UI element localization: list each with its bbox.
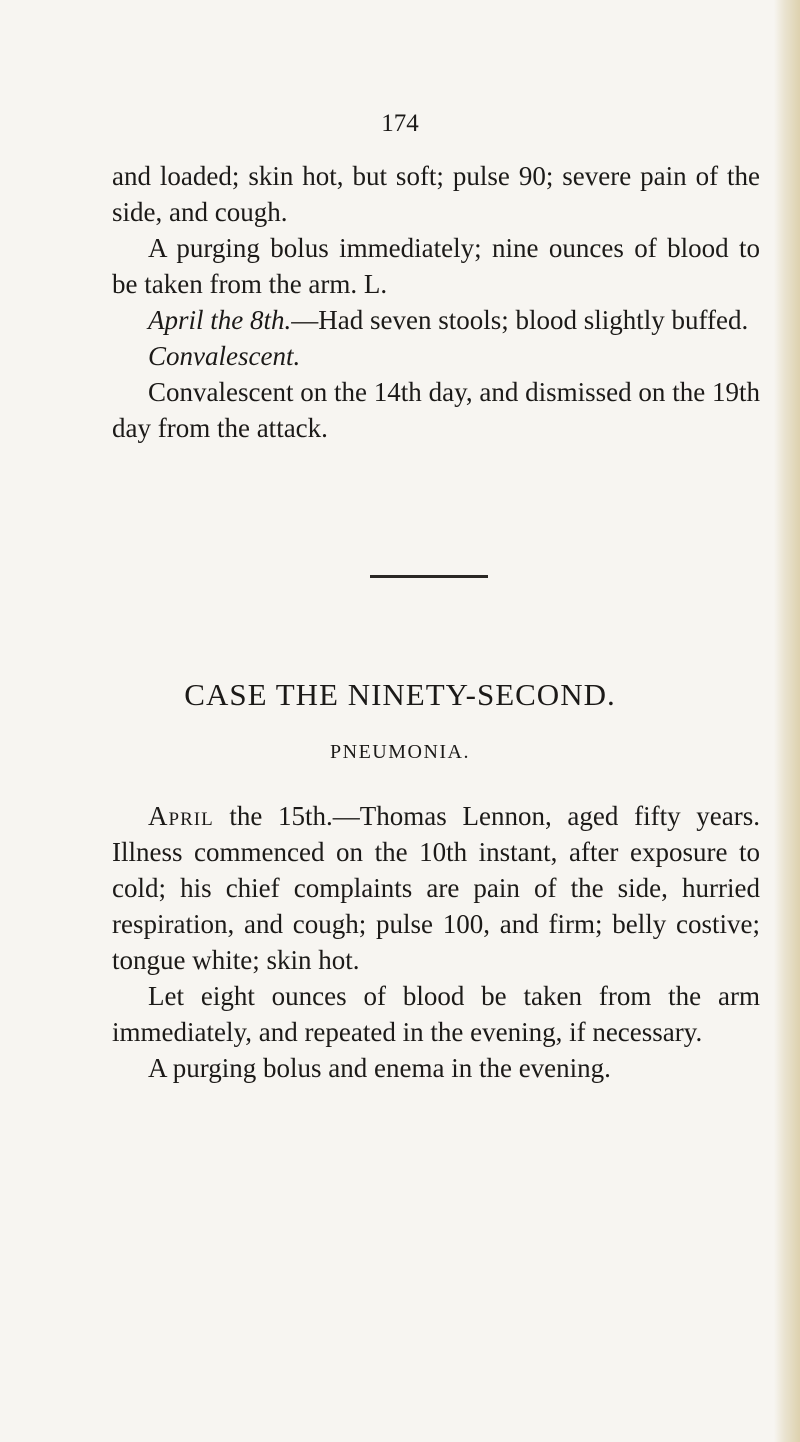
paragraph-eight-ounces: Let eight ounces of blood be taken from the arm immediately, and repeated in the evening, if necessary.: [112, 981, 760, 1047]
paragraph-loaded: and loaded; skin hot, but soft; pulse 90; severe pain of the side, and cough.: [112, 161, 760, 227]
page-number: 174: [381, 110, 419, 137]
paragraph-convalescent: Convalescent on the 14th day, and dismissed on the 19th day from the attack.: [112, 377, 760, 443]
convalescent-heading: [112, 338, 760, 374]
case-title: CASE THE NINETY-SECOND.: [184, 677, 616, 712]
case-subtitle: PNEUMONIA.: [330, 741, 470, 763]
april-8th-text: —Had seven stools; blood slightly buffed.: [291, 305, 749, 335]
date-label: April the 8th.: [148, 305, 292, 335]
top-section: [112, 158, 760, 446]
page-edge-shadow: [774, 0, 800, 1442]
paragraph-april-15th: [112, 798, 760, 978]
convalescent-heading-text: Convalescent.: [148, 341, 301, 371]
paragraph-purging-enema: A purging bolus and enema in the evening.: [148, 1053, 611, 1083]
paragraph-purging-bolus: A purging bolus immediately; nine ounces of blood to be taken from the arm. L.: [112, 233, 760, 299]
case-body: [112, 798, 760, 1086]
section-divider: [370, 575, 488, 578]
paragraph-april-8th: [112, 302, 760, 338]
opening-word: April: [148, 801, 214, 831]
april-15th-text: the 15th.—Thomas Lennon, aged fifty years. Illness commenced on the 10th instant, after exposure to cold; his chief complaints are pain of the side, hurried respiration, and cough; pulse 100, and firm; belly costive; tongue white; skin hot.: [112, 801, 760, 975]
